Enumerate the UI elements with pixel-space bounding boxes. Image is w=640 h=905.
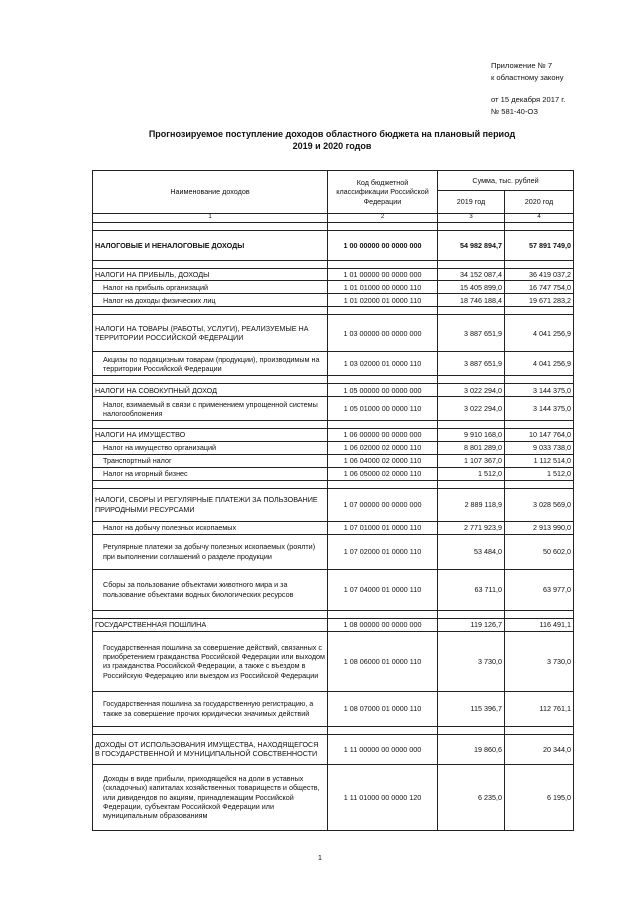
spacer-cell	[93, 726, 328, 734]
row-2020-cell: 4 041 256,9	[505, 352, 574, 376]
col-index-1: 1	[93, 214, 328, 223]
row-2019-cell: 3 887 651,9	[438, 352, 505, 376]
table-row	[93, 488, 574, 521]
row-2020-cell: 1 512,0	[505, 467, 574, 480]
row-2020-cell: 19 671 283,2	[505, 294, 574, 307]
table-body	[93, 223, 574, 831]
row-2019-cell: 1 512,0	[438, 467, 505, 480]
row-name-cell: ГОСУДАРСТВЕННАЯ ПОШЛИНА	[93, 618, 328, 631]
spacer-cell	[438, 480, 505, 488]
col-index-4: 4	[505, 214, 574, 223]
row-2019-cell: 115 396,7	[438, 691, 505, 726]
spacer-cell	[505, 610, 574, 618]
row-2019-cell: 3 022 294,0	[438, 397, 505, 421]
spacer-row	[93, 307, 574, 315]
row-2020-cell: 57 891 749,0	[505, 231, 574, 261]
row-name-cell: Налог на прибыль организаций	[93, 281, 328, 294]
spacer-cell	[328, 726, 438, 734]
row-name-cell: Транспортный налог	[93, 454, 328, 467]
row-code-cell: 1 07 00000 00 0000 000	[328, 488, 438, 521]
spacer-row	[93, 421, 574, 429]
row-2020-cell: 116 491,1	[505, 618, 574, 631]
row-2020-cell: 4 041 256,9	[505, 315, 574, 352]
page-number: 1	[317, 853, 323, 862]
spacer-cell	[505, 480, 574, 488]
spacer-cell	[328, 261, 438, 269]
row-name-cell: Сборы за пользование объектами животного мира и за пользование объектами водных биологических ресурсов	[93, 569, 328, 610]
spacer-cell	[328, 376, 438, 384]
table-subrow	[93, 454, 574, 467]
row-name-cell: Регулярные платежи за добычу полезных ископаемых (роялти) при выполнении соглашений о разделе продукции	[93, 534, 328, 569]
row-name-cell: Государственная пошлина за совершение действий, связанных с приобретением гражданства Российской Федерации или выходом из гражданства Российской Федерации, а также с въездом в Российскую Федерацию или выездом из Российской Федерации	[93, 631, 328, 691]
row-code-cell: 1 01 01000 00 0000 110	[328, 281, 438, 294]
table-subrow	[93, 691, 574, 726]
revenue-table	[92, 170, 574, 831]
spacer-cell	[93, 421, 328, 429]
row-code-cell: 1 03 00000 00 0000 000	[328, 315, 438, 352]
table-subrow	[93, 281, 574, 294]
title-line-2: 2019 и 2020 годов	[292, 141, 372, 151]
row-name-cell: Налог, взимаемый в связи с применением упрощенной системы налогообложения	[93, 397, 328, 421]
table-row	[93, 429, 574, 441]
spacer-row	[93, 726, 574, 734]
row-name-cell: Государственная пошлина за государственную регистрацию, а также за совершение прочих юридически значимых действий	[93, 691, 328, 726]
appendix-date: от 15 декабря 2017 г.	[491, 95, 566, 104]
row-name-cell: НАЛОГИ НА ТОВАРЫ (РАБОТЫ, УСЛУГИ), РЕАЛИЗУЕМЫЕ НА ТЕРРИТОРИИ РОССИЙСКОЙ ФЕДЕРАЦИИ	[93, 315, 328, 352]
table-subrow	[93, 397, 574, 421]
spacer-cell	[328, 610, 438, 618]
table-subrow	[93, 521, 574, 534]
header-year-2020: 2020 год	[505, 191, 574, 214]
row-code-cell: 1 01 02000 01 0000 110	[328, 294, 438, 307]
table-subrow	[93, 534, 574, 569]
table-row	[93, 269, 574, 281]
row-2019-cell: 6 235,0	[438, 764, 505, 830]
row-code-cell: 1 03 02000 01 0000 110	[328, 352, 438, 376]
table-row	[93, 734, 574, 764]
row-2020-cell: 3 730,0	[505, 631, 574, 691]
table-subrow	[93, 294, 574, 307]
appendix-law: к областному закону	[491, 72, 564, 82]
row-code-cell: 1 05 00000 00 0000 000	[328, 384, 438, 397]
row-2020-cell: 6 195,0	[505, 764, 574, 830]
table-subrow	[93, 631, 574, 691]
row-2019-cell: 19 860,6	[438, 734, 505, 764]
row-2020-cell: 1 112 514,0	[505, 454, 574, 467]
spacer-cell	[328, 480, 438, 488]
row-2020-cell: 9 033 738,0	[505, 441, 574, 454]
row-2020-cell: 2 913 990,0	[505, 521, 574, 534]
row-2020-cell: 3 144 375,0	[505, 384, 574, 397]
row-2019-cell: 1 107 367,0	[438, 454, 505, 467]
row-2019-cell: 15 405 899,0	[438, 281, 505, 294]
table-subrow	[93, 467, 574, 480]
row-code-cell: 1 11 00000 00 0000 000	[328, 734, 438, 764]
row-2019-cell: 18 746 188,4	[438, 294, 505, 307]
row-code-cell: 1 08 06000 01 0000 110	[328, 631, 438, 691]
table-subrow	[93, 352, 574, 376]
spacer-cell	[505, 307, 574, 315]
header-year-2019: 2019 год	[438, 191, 505, 214]
table-row	[93, 384, 574, 397]
row-name-cell: НАЛОГИ, СБОРЫ И РЕГУЛЯРНЫЕ ПЛАТЕЖИ ЗА ПОЛЬЗОВАНИЕ ПРИРОДНЫМИ РЕСУРСАМИ	[93, 488, 328, 521]
spacer-row	[93, 223, 574, 231]
table-row	[93, 315, 574, 352]
table-row	[93, 618, 574, 631]
spacer-cell	[328, 307, 438, 315]
spacer-cell	[328, 223, 438, 231]
appendix-title: Приложение № 7	[491, 61, 553, 70]
row-2019-cell: 34 152 087,4	[438, 269, 505, 281]
row-code-cell: 1 08 00000 00 0000 000	[328, 618, 438, 631]
row-2020-cell: 50 602,0	[505, 534, 574, 569]
row-2019-cell: 63 711,0	[438, 569, 505, 610]
row-name-cell: Доходы в виде прибыли, приходящейся на доли в уставных (складочных) капиталах хозяйственных товариществ и обществ, или дивидендов по акциям, принадлежащим Российской Федерации, субъектам Российской Федерации или муниципальным образованиям	[93, 764, 328, 830]
spacer-cell	[328, 421, 438, 429]
row-code-cell: 1 06 00000 00 0000 000	[328, 429, 438, 441]
row-2019-cell: 54 982 894,7	[438, 231, 505, 261]
spacer-cell	[438, 726, 505, 734]
spacer-cell	[93, 376, 328, 384]
appendix-note	[491, 60, 565, 117]
row-2019-cell: 3 730,0	[438, 631, 505, 691]
spacer-cell	[438, 421, 505, 429]
table-subrow	[93, 764, 574, 830]
spacer-cell	[438, 376, 505, 384]
spacer-cell	[438, 261, 505, 269]
col-index-3: 3	[438, 214, 505, 223]
row-name-cell: Налог на доходы физических лиц	[93, 294, 328, 307]
col-index-2: 2	[328, 214, 438, 223]
row-2020-cell: 112 761,1	[505, 691, 574, 726]
table-subrow	[93, 441, 574, 454]
row-name-cell: Налог на добычу полезных ископаемых	[93, 521, 328, 534]
header-code: Код бюджетной классификации Российской Федерации	[328, 171, 438, 214]
table-subrow	[93, 569, 574, 610]
spacer-cell	[438, 610, 505, 618]
spacer-cell	[438, 307, 505, 315]
spacer-cell	[93, 261, 328, 269]
row-2019-cell: 2 889 118,9	[438, 488, 505, 521]
row-2020-cell: 63 977,0	[505, 569, 574, 610]
row-name-cell: Акцизы по подакцизным товарам (продукции), производимым на территории Российской Федерации	[93, 352, 328, 376]
spacer-cell	[505, 421, 574, 429]
row-code-cell: 1 07 04000 01 0000 110	[328, 569, 438, 610]
row-2019-cell: 119 126,7	[438, 618, 505, 631]
spacer-cell	[505, 376, 574, 384]
spacer-cell	[93, 223, 328, 231]
row-2019-cell: 2 771 923,9	[438, 521, 505, 534]
row-name-cell: Налог на игорный бизнес	[93, 467, 328, 480]
row-name-cell: НАЛОГИ НА ИМУЩЕСТВО	[93, 429, 328, 441]
row-code-cell: 1 06 05000 02 0000 110	[328, 467, 438, 480]
spacer-cell	[93, 610, 328, 618]
header-amount: Сумма, тыс. рублей	[438, 171, 574, 191]
row-2019-cell: 53 484,0	[438, 534, 505, 569]
row-code-cell: 1 00 00000 00 0000 000	[328, 231, 438, 261]
spacer-row	[93, 376, 574, 384]
row-2020-cell: 16 747 754,0	[505, 281, 574, 294]
row-code-cell: 1 07 02000 01 0000 110	[328, 534, 438, 569]
row-code-cell: 1 07 01000 01 0000 110	[328, 521, 438, 534]
row-2019-cell: 9 910 168,0	[438, 429, 505, 441]
spacer-cell	[505, 726, 574, 734]
row-2019-cell: 3 887 651,9	[438, 315, 505, 352]
spacer-cell	[93, 480, 328, 488]
row-2020-cell: 3 028 569,0	[505, 488, 574, 521]
row-2019-cell: 3 022 294,0	[438, 384, 505, 397]
appendix-number: № 581-40-ОЗ	[491, 106, 538, 116]
spacer-cell	[505, 261, 574, 269]
row-code-cell: 1 06 02000 02 0000 110	[328, 441, 438, 454]
header-name: Наименование доходов	[93, 171, 328, 214]
row-code-cell: 1 05 01000 00 0000 110	[328, 397, 438, 421]
table-row	[93, 231, 574, 261]
row-name-cell: НАЛОГИ НА ПРИБЫЛЬ, ДОХОДЫ	[93, 269, 328, 281]
spacer-row	[93, 261, 574, 269]
spacer-cell	[438, 223, 505, 231]
row-2019-cell: 8 801 289,0	[438, 441, 505, 454]
row-2020-cell: 10 147 764,0	[505, 429, 574, 441]
row-2020-cell: 36 419 037,2	[505, 269, 574, 281]
row-2020-cell: 20 344,0	[505, 734, 574, 764]
row-name-cell: Налог на имущество организаций	[93, 441, 328, 454]
row-code-cell: 1 06 04000 02 0000 110	[328, 454, 438, 467]
spacer-cell	[93, 307, 328, 315]
row-code-cell: 1 11 01000 00 0000 120	[328, 764, 438, 830]
spacer-row	[93, 610, 574, 618]
row-name-cell: НАЛОГОВЫЕ И НЕНАЛОГОВЫЕ ДОХОДЫ	[93, 231, 328, 261]
row-code-cell: 1 08 07000 01 0000 110	[328, 691, 438, 726]
document-title	[92, 128, 572, 152]
row-name-cell: ДОХОДЫ ОТ ИСПОЛЬЗОВАНИЯ ИМУЩЕСТВА, НАХОДЯЩЕГОСЯ В ГОСУДАРСТВЕННОЙ И МУНИЦИПАЛЬНОЙ СОБСТВЕННОСТИ	[93, 734, 328, 764]
row-name-cell: НАЛОГИ НА СОВОКУПНЫЙ ДОХОД	[93, 384, 328, 397]
row-code-cell: 1 01 00000 00 0000 000	[328, 269, 438, 281]
spacer-cell	[505, 223, 574, 231]
spacer-row	[93, 480, 574, 488]
title-line-1: Прогнозируемое поступление доходов областного бюджета на плановый период	[148, 129, 516, 139]
row-2020-cell: 3 144 375,0	[505, 397, 574, 421]
